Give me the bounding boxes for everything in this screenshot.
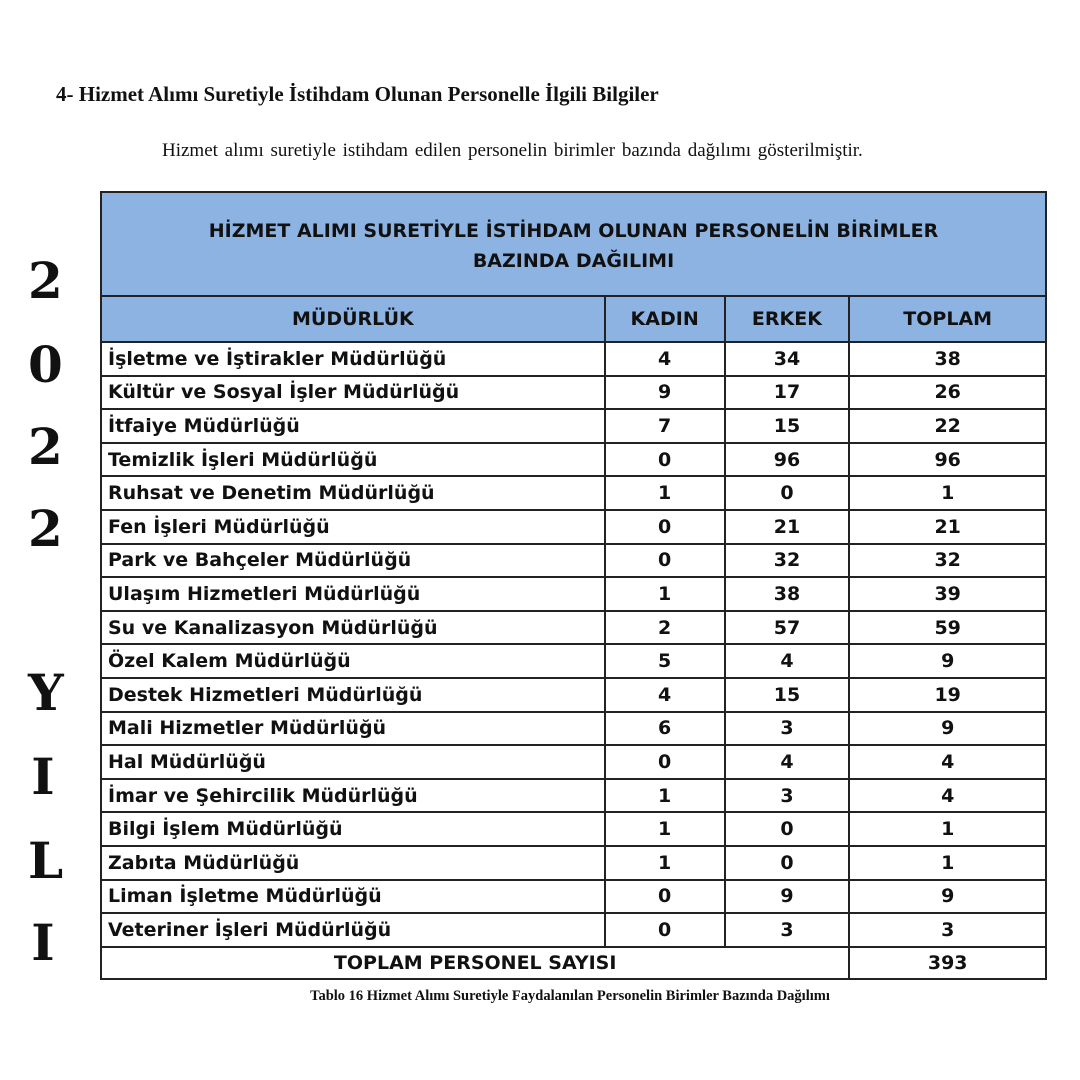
kadin-cell: 0 [605, 880, 725, 914]
kadin-cell: 4 [605, 342, 725, 376]
erkek-cell: 9 [725, 880, 850, 914]
erkek-cell: 21 [725, 510, 850, 544]
distribution-table [100, 191, 1047, 980]
column-header-erkek: ERKEK [725, 296, 850, 342]
erkek-cell: 17 [725, 376, 850, 410]
table-body [101, 342, 1046, 947]
section-heading: 4- Hizmet Alımı Suretiyle İstihdam Olunan Personelle İlgili Bilgiler [56, 82, 659, 106]
erkek-cell: 15 [725, 678, 850, 712]
total-value: 393 [849, 947, 1046, 979]
kadin-cell: 1 [605, 779, 725, 813]
unit-name-cell: Park ve Bahçeler Müdürlüğü [101, 544, 605, 578]
table-row [101, 846, 1046, 880]
kadin-cell: 5 [605, 644, 725, 678]
table-row [101, 678, 1046, 712]
table-row [101, 409, 1046, 443]
erkek-cell: 15 [725, 409, 850, 443]
distribution-table-wrapper [100, 191, 1047, 980]
toplam-cell: 38 [849, 342, 1046, 376]
side-word-letter: I [31, 747, 55, 806]
unit-name-cell: Ulaşım Hizmetleri Müdürlüğü [101, 577, 605, 611]
table-row [101, 611, 1046, 645]
toplam-cell: 32 [849, 544, 1046, 578]
unit-name-cell: Mali Hizmetler Müdürlüğü [101, 712, 605, 746]
kadin-cell: 2 [605, 611, 725, 645]
toplam-cell: 4 [849, 745, 1046, 779]
toplam-cell: 19 [849, 678, 1046, 712]
erkek-cell: 38 [725, 577, 850, 611]
table-row [101, 443, 1046, 477]
table-row [101, 712, 1046, 746]
toplam-cell: 1 [849, 846, 1046, 880]
unit-name-cell: İtfaiye Müdürlüğü [101, 409, 605, 443]
erkek-cell: 3 [725, 712, 850, 746]
toplam-cell: 1 [849, 812, 1046, 846]
erkek-cell: 0 [725, 476, 850, 510]
intro-paragraph: Hizmet alımı suretiyle istihdam edilen personelin birimler bazında dağılımı gösterilmiştir. [162, 140, 863, 161]
toplam-cell: 4 [849, 779, 1046, 813]
kadin-cell: 0 [605, 510, 725, 544]
kadin-cell: 1 [605, 846, 725, 880]
table-caption: Tablo 16 Hizmet Alımı Suretiyle Faydalanılan Personelin Birimler Bazında Dağılımı [310, 988, 830, 1004]
toplam-cell: 39 [849, 577, 1046, 611]
side-year-digit: 0 [28, 335, 63, 394]
table-row [101, 880, 1046, 914]
side-year-digit: 2 [28, 251, 63, 310]
table-row [101, 510, 1046, 544]
unit-name-cell: Zabıta Müdürlüğü [101, 846, 605, 880]
toplam-cell: 9 [849, 644, 1046, 678]
kadin-cell: 0 [605, 544, 725, 578]
kadin-cell: 6 [605, 712, 725, 746]
table-title-line2: BAZINDA DAĞILIMI [472, 250, 675, 272]
kadin-cell: 0 [605, 913, 725, 947]
erkek-cell: 4 [725, 745, 850, 779]
side-word-letter: L [28, 831, 64, 890]
kadin-cell: 4 [605, 678, 725, 712]
kadin-cell: 7 [605, 409, 725, 443]
erkek-cell: 0 [725, 812, 850, 846]
kadin-cell: 1 [605, 476, 725, 510]
kadin-cell: 0 [605, 443, 725, 477]
table-row [101, 745, 1046, 779]
table-row [101, 644, 1046, 678]
side-word-letter: Y [28, 663, 64, 722]
table-row [101, 342, 1046, 376]
table-row [101, 577, 1046, 611]
unit-name-cell: Bilgi İşlem Müdürlüğü [101, 812, 605, 846]
unit-name-cell: Veteriner İşleri Müdürlüğü [101, 913, 605, 947]
erkek-cell: 4 [725, 644, 850, 678]
table-title-line1: HİZMET ALIMI SURETİYLE İSTİHDAM OLUNAN PERSONELİN BİRİMLER [208, 220, 939, 242]
table-row [101, 376, 1046, 410]
table-row [101, 779, 1046, 813]
kadin-cell: 0 [605, 745, 725, 779]
side-word-letter: I [31, 913, 55, 972]
unit-name-cell: İşletme ve İştirakler Müdürlüğü [101, 342, 605, 376]
kadin-cell: 9 [605, 376, 725, 410]
erkek-cell: 3 [725, 913, 850, 947]
side-year-digit: 2 [28, 417, 63, 476]
unit-name-cell: İmar ve Şehircilik Müdürlüğü [101, 779, 605, 813]
toplam-cell: 9 [849, 712, 1046, 746]
toplam-cell: 9 [849, 880, 1046, 914]
side-year-digit: 2 [28, 499, 63, 558]
table-row [101, 812, 1046, 846]
unit-name-cell: Fen İşleri Müdürlüğü [101, 510, 605, 544]
toplam-cell: 26 [849, 376, 1046, 410]
toplam-cell: 59 [849, 611, 1046, 645]
table-row [101, 476, 1046, 510]
kadin-cell: 1 [605, 577, 725, 611]
total-label: TOPLAM PERSONEL SAYISI [101, 947, 849, 979]
toplam-cell: 21 [849, 510, 1046, 544]
toplam-cell: 1 [849, 476, 1046, 510]
unit-name-cell: Temizlik İşleri Müdürlüğü [101, 443, 605, 477]
table-row [101, 913, 1046, 947]
unit-name-cell: Ruhsat ve Denetim Müdürlüğü [101, 476, 605, 510]
column-header-kadin: KADIN [605, 296, 725, 342]
table-row [101, 544, 1046, 578]
table-title [101, 192, 1046, 296]
unit-name-cell: Kültür ve Sosyal İşler Müdürlüğü [101, 376, 605, 410]
erkek-cell: 57 [725, 611, 850, 645]
unit-name-cell: Liman İşletme Müdürlüğü [101, 880, 605, 914]
unit-name-cell: Hal Müdürlüğü [101, 745, 605, 779]
erkek-cell: 0 [725, 846, 850, 880]
total-row [101, 947, 1046, 979]
erkek-cell: 96 [725, 443, 850, 477]
toplam-cell: 22 [849, 409, 1046, 443]
kadin-cell: 1 [605, 812, 725, 846]
unit-name-cell: Özel Kalem Müdürlüğü [101, 644, 605, 678]
column-header-mudurluk: MÜDÜRLÜK [101, 296, 605, 342]
column-header-toplam: TOPLAM [849, 296, 1046, 342]
toplam-cell: 3 [849, 913, 1046, 947]
erkek-cell: 32 [725, 544, 850, 578]
unit-name-cell: Destek Hizmetleri Müdürlüğü [101, 678, 605, 712]
toplam-cell: 96 [849, 443, 1046, 477]
erkek-cell: 3 [725, 779, 850, 813]
unit-name-cell: Su ve Kanalizasyon Müdürlüğü [101, 611, 605, 645]
erkek-cell: 34 [725, 342, 850, 376]
